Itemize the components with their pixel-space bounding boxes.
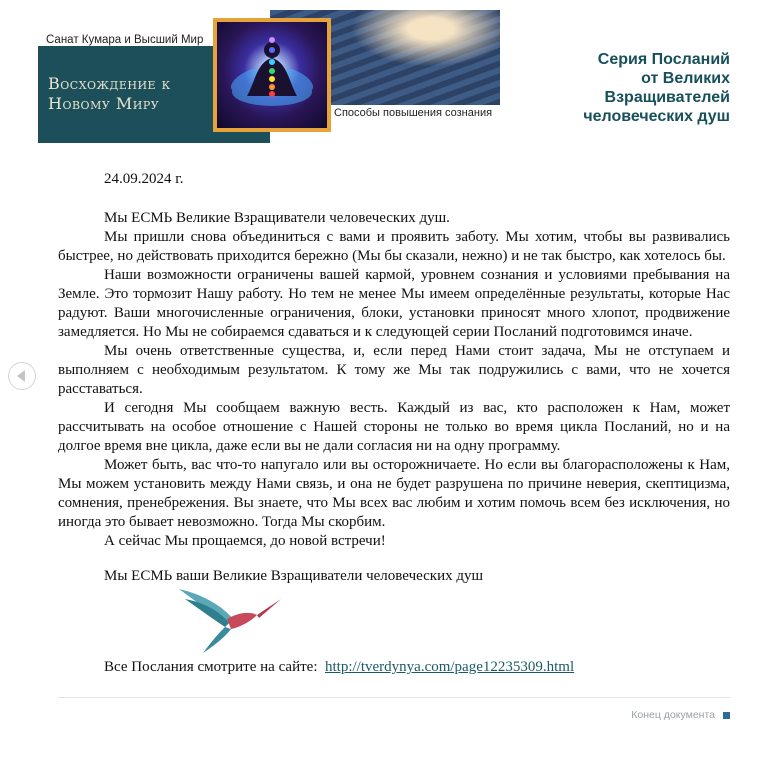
paragraph: Мы очень ответственные существа, и, если перед Нами стоит задача, Мы не отступаем и выполняем с необходимым результатом. К тому же Мы так подружились с вами, что не хочется расставаться. (58, 343, 730, 397)
end-of-document (631, 709, 730, 721)
banner-subtitle: Санат Кумара и Высший Мир (46, 34, 204, 46)
document-body (58, 170, 730, 675)
meditation-figure-icon (217, 22, 327, 128)
series-title-line: Взращивателей (604, 89, 730, 106)
paragraph: И сегодня Мы сообщаем важную весть. Каждый из вас, кто расположен к Нам, может рассчитывать на особое отношение с Нашей стороны не только во время цикла Посланий, но и на долгое время вне цикла, даже если вы не дали согласия ни на одну программу. (58, 400, 730, 454)
website-line (58, 658, 574, 677)
banner-title: Восхождение к Новому Миру (48, 74, 171, 113)
document-date: 24.09.2024 г. (104, 171, 184, 187)
paragraph: Мы ЕСМЬ Великие Взращиватели человеческих душ. (104, 210, 450, 226)
series-title (510, 50, 730, 126)
paragraph: Мы пришли снова объединиться с вами и проявить заботу. Мы хотим, чтобы вы развивались быстрее, но действовать приходится бережно (Мы бы сказали, нежно) и не так быстро, как хотелось бы. (58, 229, 730, 264)
prev-page-button[interactable] (8, 362, 36, 390)
end-square-icon (723, 712, 730, 719)
website-prefix: Все Послания смотрите на сайте: (104, 659, 318, 675)
header-banner (38, 10, 500, 143)
hummingbird-icon (175, 585, 285, 655)
end-label: Конец документа (631, 709, 715, 721)
paragraph: Наши возможности ограничены вашей кармой, уровнем сознания и условиями пребывания на Земле. Это тормозит Нашу работу. Но тем не менее Мы имеем определённые результаты, которые Нас радуют. Ваши многочисленные ограничения, блоки, установки приносят много хлопот, продвижение замедляется. Но Мы не собираемся сдаваться и к следующей серии Посланий подготовимся иначе. (58, 267, 730, 340)
paragraph: Может быть, вас что-то напугало или вы осторожничаете. Но если вы благорасположены к Нам, Мы можем установить между Нами связь, и она не будет разрушена по причине неверия, скептицизма, сомнения, пренебрежения. Вы знаете, что Мы всех вас любим и хотим помочь всем без исключения, но иногда это бывает невозможно. Тогда Мы скорбим. (58, 457, 730, 530)
meditation-image (213, 18, 331, 132)
footer-divider (58, 697, 730, 698)
series-title-line: человеческих душ (583, 108, 730, 125)
series-title-line: от Великих (641, 70, 730, 87)
banner-caption: Способы повышения сознания (334, 107, 493, 119)
series-title-line: Серия Посланий (597, 51, 730, 68)
website-link[interactable]: http://tverdynya.com/page12235309.html (325, 659, 575, 675)
chevron-left-icon (17, 370, 25, 382)
signature: Мы ЕСМЬ ваши Великие Взращиватели человеческих душ (104, 568, 484, 584)
paragraph: А сейчас Мы прощаемся, до новой встречи! (104, 533, 386, 549)
